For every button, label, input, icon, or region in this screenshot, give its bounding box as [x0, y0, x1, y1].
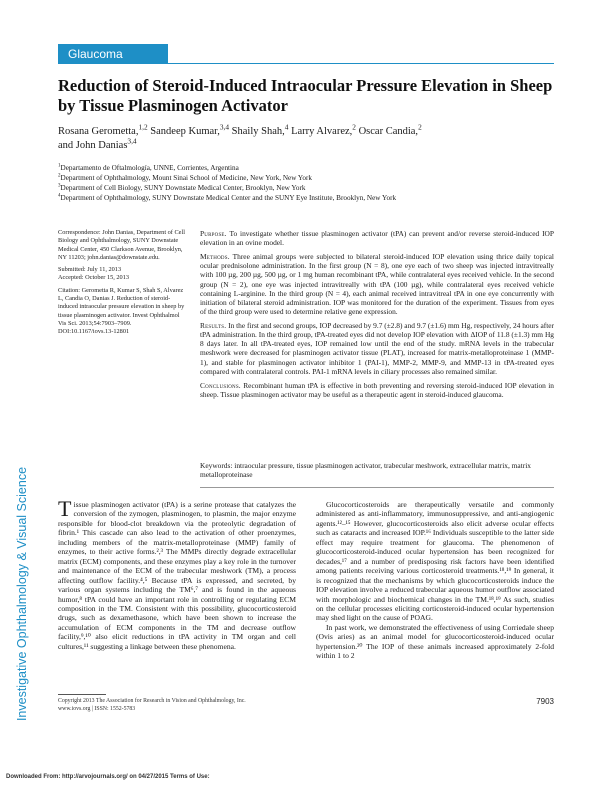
author-name: Larry Alvarez,	[288, 126, 353, 137]
copyright-notice	[58, 697, 318, 713]
affiliation	[58, 173, 554, 183]
affiliation	[58, 163, 554, 173]
author-affiliation-marker: 3,4	[127, 136, 137, 146]
download-text: Downloaded From: http://arvojournals.org/ on 04/27/2015 Terms of Use:	[6, 774, 210, 780]
affiliation	[58, 193, 554, 203]
author-affiliation-marker: 3,4	[219, 122, 230, 132]
citation: Citation: Gerometta R, Kumar S, Shah S, Alvarez L, Candia O, Danias J. Reduction of steroid-induced intraocular pressure elevation in sheep by tissue plasminogen activator. Invest Ophthalmol Vis Sci. 2013;54:7903–7909. DOI:10.1167/iovs.13-12801	[58, 286, 185, 336]
results-text: In the first and second groups, IOP decreased by 9.7 (±2.8) and 9.7 (±1.6) mm Hg, respectively, 24 hours after tPA administration. In the third group, tPA-treated eyes did not develop IOP elevation with ΔIOP of 11.8 (±1.3) mm Hg 8 days later. In all tPA-treated eyes, IOP remained low until the end of the study. mRNA levels in the trabecular meshwork were decreased for plasminogen activator tissue (PLAT), increased for matrix-metalloproteinase 1 (MMP-1), and stable for plasminogen activator inhibitor 1 (PAI-1), MMP-2, MMP-9, and MMP-13 in tPA-treated eyes compared with contralateral controls. PAI-1 mRNA levels in ciliary processes also remained similar.	[200, 320, 555, 376]
body-paragraph	[58, 496, 296, 651]
author-name: Shaily Shah,	[229, 126, 285, 137]
footer-rule	[58, 694, 106, 695]
submitted-date: Submitted: July 11, 2013	[58, 266, 122, 274]
keywords: Keywords: intraocular pressure, tissue plasminogen activator, trabecular meshwork, extracellular matrix, matrix metalloproteinase	[200, 461, 531, 480]
affiliation-text: Department of Ophthalmology, Mount Sinai School of Medicine, New York, New York	[60, 174, 312, 182]
abstract-divider	[200, 487, 554, 488]
affiliation-marker: 3	[58, 183, 61, 189]
drop-cap: T	[58, 496, 72, 521]
paragraph-text: issue plasminogen activator (tPA) is a serine protease that catalyzes the conversion of the zymogen, plasminogen, to plasmin, the major enzyme responsible for blood-clot breakdown via the proteolytic degradation of fibrin.¹ This cascade can also lead to the activation of other proenzymes, including members of the matrix-metalloproteinase (MMP) family of enzymes, to their active forms.²,³ The MMPs directly degrade extracellular matrix (ECM) components, and these enzymes play a key role in the turnover and maintenance of the ECM of the trabecular meshwork (TM), a process affecting outflow facility.⁴,⁵ Because tPA is expressed, and secreted, by various organ systems including the TM⁶,⁷ and is found in the aqueous humor,⁸ tPA could have an important role in controlling or regulating ECM composition in the TM. Consistent with this possibility, glucocorticosteroid drugs, such as dexamethasone, which have been shown to increase the accumulation of ECM components in the TM and decrease outflow facility,⁹,¹⁰ also elicit reductions in tPA activity in TM organ and cell cultures,¹¹ suggesting a linkage between these phenomena.	[58, 500, 296, 651]
methods-label: Methods.	[200, 251, 230, 261]
author-name: and John Danias	[58, 140, 128, 151]
page-number: 7903	[536, 697, 554, 706]
author-name: Rosana Gerometta,	[58, 126, 139, 137]
body-paragraph: Glucocorticosteroids are therapeutically versatile and commonly administered as anti-inflammatory, immunosuppressive, and anti-angiogenic agents.¹²–¹⁵ However, glucocorticosteroids also elicit adverse ocular effects such as cataracts and increased IOP.¹⁶ Individuals susceptible to the latter side effect may require treatment for glaucoma. The phenomenon of glucocorticosteroid-induced ocular hypertension has been recognized for decades,¹⁷ and a number of predisposing risk factors have been identified among patients receiving various corticosteroid treatments.¹⁸,¹⁹ In general, it is recognized that the mechanisms by which glucocorticosteroids induce the IOP elevation involve a reduced trabecular aqueous humor outflow associated with morphologic and biochemical changes in the TM.¹⁸,¹⁹ As such, studies on the cellular processes eliciting corticosteroid-induced ocular hypertension may shed light on the cause of POAG.	[316, 500, 554, 623]
author-name: Sandeep Kumar,	[147, 126, 220, 137]
download-notice[interactable]	[0, 772, 612, 792]
affiliation-list	[58, 163, 554, 203]
purpose-label: Purpose.	[200, 229, 227, 238]
abstract-conclusions	[200, 381, 554, 399]
abstract-methods	[200, 252, 554, 316]
affiliation	[58, 183, 554, 193]
affiliation-marker: 4	[58, 193, 61, 199]
accepted-date: Accepted: October 15, 2013	[58, 274, 129, 282]
affiliation-marker: 2	[58, 173, 61, 179]
article-title: Reduction of Steroid-Induced Intraocular Pressure Elevation in Sheep by Tissue Plasminogen Activator	[58, 76, 553, 115]
affiliation-marker: 1	[58, 163, 61, 169]
affiliation-text: Department of Cell Biology, SUNY Downstate Medical Center, Brooklyn, New York	[60, 184, 306, 192]
author-affiliation-marker: 1,2	[138, 122, 148, 132]
methods-text: Three animal groups were subjected to bilateral steroid-induced IOP elevation using thrice daily topical ocular prednisolone administration. In the first group (N = 8), one eye each of two sheep was injected intravitreally with 100 µg, 200 µg, 500 µg, or 1 mg human recombinant tPA, while contralateral eyes received vehicle. In the second group (N = 2), one eye was injected intravitreally with tPA (100 µg), while contralateral eyes received vehicle containing L-arginine. In the third group (N = 4), each animal received intravitreal tPA in one eye concurrently with initiation of bilateral steroid administration. IOP was monitored for the duration of the experiment. Tissues from eyes of the third group were used to determine relative gene expression.	[200, 251, 554, 317]
body-paragraph: In past work, we demonstrated the effectiveness of using Corriedale sheep (Ovis aries) as an animal model for glucocorticosteroid-induced ocular hypertension.²⁰ The IOP of these animals increased approximately 2-fold within 1 to 2	[316, 622, 554, 661]
author-affiliation-marker: 4	[284, 122, 289, 132]
abstract-purpose	[200, 229, 554, 247]
header-rule	[58, 63, 554, 64]
affiliation-text: Department of Ophthalmology, SUNY Downstate Medical Center and the SUNY Eye Institute, Brooklyn, New York	[60, 194, 397, 202]
article-meta	[58, 229, 186, 341]
author-list	[58, 122, 554, 153]
results-label: Results.	[200, 320, 227, 330]
author-affiliation-marker: 2	[418, 122, 422, 132]
journal-sidebar-title: Investigative Ophthalmology & Visual Science	[15, 466, 29, 722]
conclusions-label: Conclusions.	[200, 380, 241, 390]
body-column-right	[316, 500, 554, 661]
abstract	[200, 229, 554, 403]
abstract-results	[200, 321, 554, 376]
copyright-text: Copyright 2013 The Association for Research in Vision and Ophthalmology, Inc.	[58, 698, 246, 704]
affiliation-text: Departamento de Oftalmología, UNNE, Corrientes, Argentina	[60, 164, 239, 172]
section-tab: Glaucoma	[58, 44, 168, 64]
correspondence: Correspondence: John Danias, Department of Cell Biology and Ophthalmology, SUNY Downstate Medical Center, 450 Clarkson Avenue, Brooklyn, NY 11203; john.danias@downstate.edu.	[58, 229, 185, 261]
purpose-text: To investigate whether tissue plasminogen activator (tPA) can prevent and/or reverse steroid-induced IOP elevation in an ovine model.	[200, 229, 554, 248]
author-name: Oscar Candia,	[355, 126, 419, 137]
body-column-left	[58, 496, 296, 651]
journal-website[interactable]: www.iovs.org | ISSN: 1552-5783	[58, 706, 136, 712]
author-affiliation-marker: 2	[352, 122, 356, 132]
conclusions-text: Recombinant human tPA is effective in both preventing and reversing steroid-induced IOP elevation in sheep. Tissue plasminogen activator may be useful as a therapeutic agent in steroid-induced glaucoma.	[200, 380, 554, 399]
